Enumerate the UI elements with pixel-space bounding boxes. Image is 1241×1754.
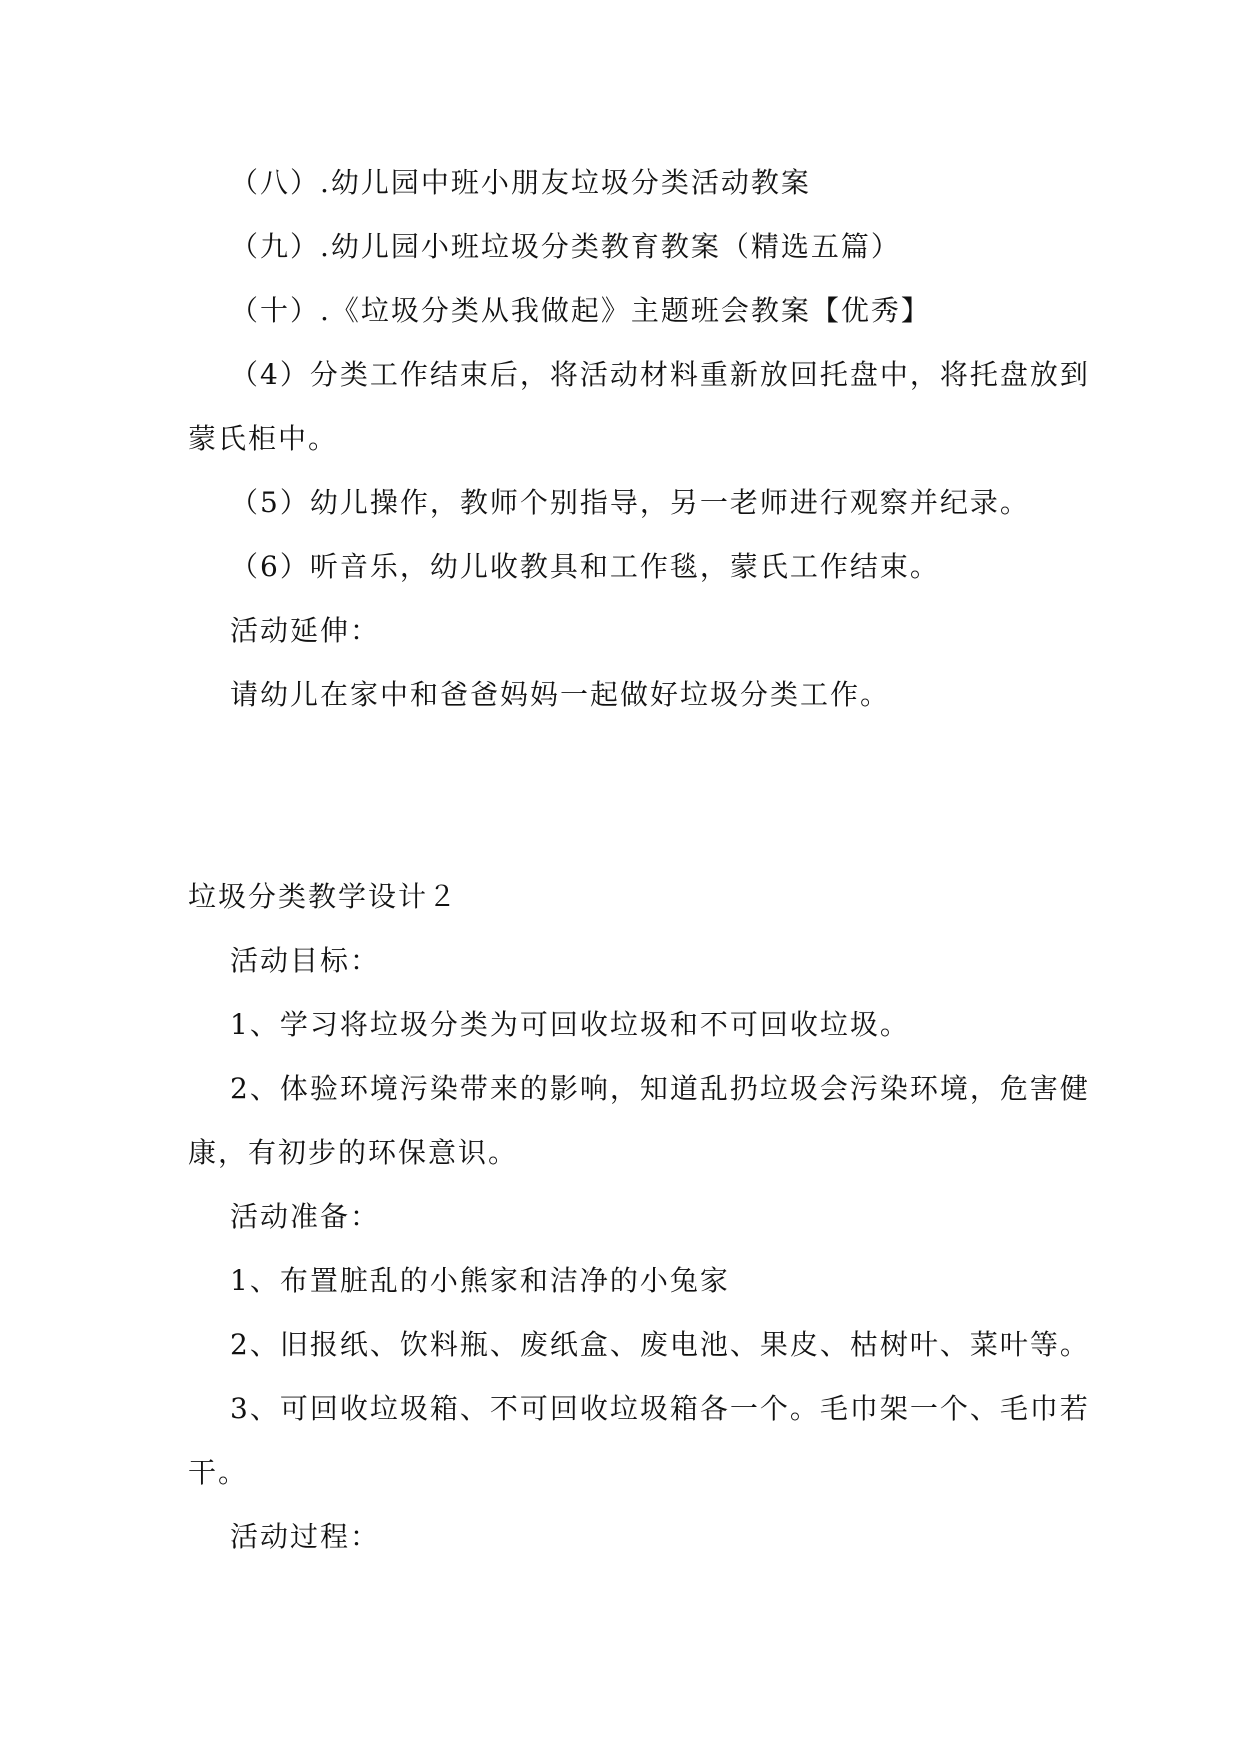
preparation-item-3-continued: 干。 — [188, 1456, 249, 1489]
preparation-item-1: 1、布置脏乱的小熊家和洁净的小兔家 — [230, 1264, 730, 1297]
goal-item-1: 1、学习将垃圾分类为可回收垃圾和不可回收垃圾。 — [230, 1008, 910, 1041]
paragraph-step-4-continued: 蒙氏柜中。 — [188, 422, 339, 455]
heading-activity-process: 活动过程： — [230, 1520, 381, 1553]
preparation-item-3: 3、可回收垃圾箱、不可回收垃圾箱各一个。毛巾架一个、毛巾若 — [230, 1392, 1090, 1425]
toc-item-8: （八）.幼儿园中班小朋友垃圾分类活动教案 — [230, 166, 811, 199]
paragraph-step-4: （4）分类工作结束后，将活动材料重新放回托盘中，将托盘放到 — [230, 358, 1090, 391]
toc-item-9: （九）.幼儿园小班垃圾分类教育教案（精选五篇） — [230, 230, 901, 263]
heading-activity-preparation: 活动准备： — [230, 1200, 381, 1233]
preparation-item-2: 2、旧报纸、饮料瓶、废纸盒、废电池、果皮、枯树叶、菜叶等。 — [230, 1328, 1090, 1361]
heading-activity-goals: 活动目标： — [230, 944, 381, 977]
heading-activity-extension: 活动延伸： — [230, 614, 381, 647]
goal-item-2: 2、体验环境污染带来的影响，知道乱扔垃圾会污染环境，危害健 — [230, 1072, 1090, 1105]
paragraph-step-5: （5）幼儿操作，教师个别指导，另一老师进行观察并纪录。 — [230, 486, 1030, 519]
goal-item-2-continued: 康，有初步的环保意识。 — [188, 1136, 519, 1169]
paragraph-activity-extension: 请幼儿在家中和爸爸妈妈一起做好垃圾分类工作。 — [230, 678, 891, 711]
toc-item-10: （十）.《垃圾分类从我做起》主题班会教案【优秀】 — [230, 294, 931, 327]
paragraph-step-6: （6）听音乐，幼儿收教具和工作毯，蒙氏工作结束。 — [230, 550, 940, 583]
section-title: 垃圾分类教学设计２ — [188, 880, 459, 913]
